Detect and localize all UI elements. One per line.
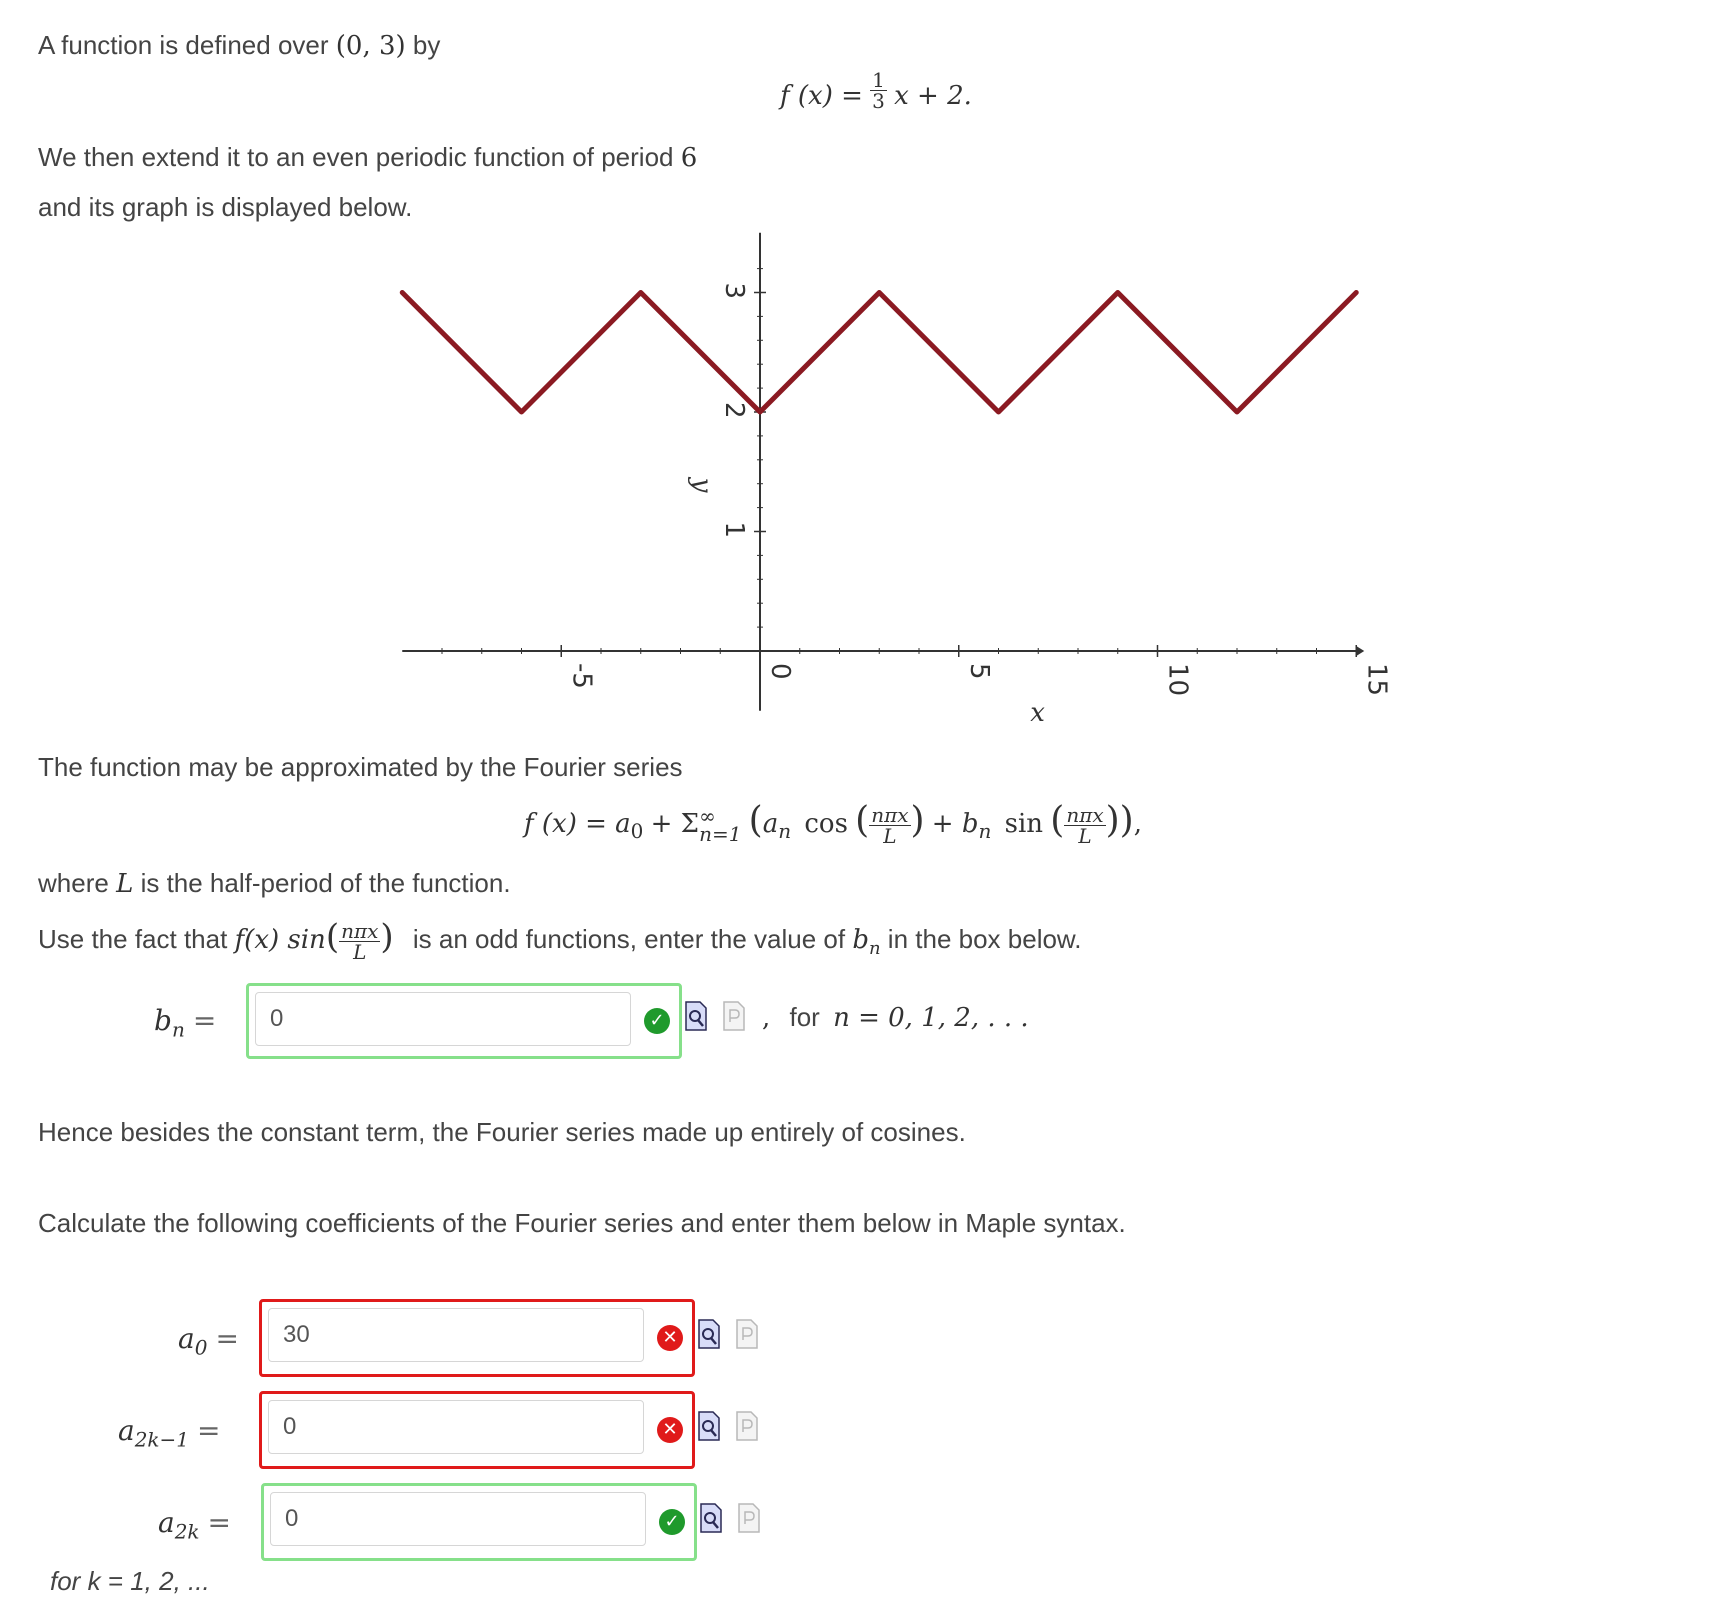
n-range: n = 0, 1, 2, . . . (833, 1003, 1029, 1033)
formula-den: 3 (870, 91, 887, 111)
preview-icon[interactable] (699, 1502, 723, 1534)
plot-icon[interactable] (735, 1318, 759, 1350)
use-post: is an odd functions, enter the value of (413, 924, 845, 954)
series-end: , (1134, 809, 1142, 839)
term-n: n (778, 819, 791, 843)
bn-range (762, 1002, 1029, 1033)
a0-label-sub: 0 (195, 1336, 208, 1360)
x-axis-arrow (1356, 646, 1364, 656)
graph-layer (402, 233, 1391, 728)
cos-fraction (869, 805, 910, 846)
a2k-1-label-letter: a (118, 1414, 135, 1447)
use-bn: b (852, 925, 869, 955)
sin-fraction (1064, 805, 1105, 846)
formula-num: 1 (870, 70, 887, 91)
calc-text: Calculate the following coefficients of the Fourier series and enter them below in Maple syntax. (38, 1208, 1126, 1239)
x-tick-label: 10 (1163, 663, 1193, 696)
a2k-1-answer-box (259, 1391, 695, 1469)
sin-frac-num: nπx (1064, 805, 1105, 826)
use-pre: Use the fact that (38, 924, 227, 954)
y-axis-label: y (687, 477, 717, 493)
cos-label: cos (804, 809, 848, 839)
plus-bn: + b (932, 809, 979, 839)
x-tick-label: 5 (964, 663, 994, 680)
a2k-1-label: $a_{2k-1}$ = (118, 1414, 221, 1452)
preview-icon[interactable] (697, 1410, 721, 1442)
graph-intro-line: and its graph is displayed below. (38, 192, 412, 223)
bn-comma: , (762, 1003, 770, 1033)
sum-sup: ∞ (699, 807, 741, 825)
a2k-label-letter: a (158, 1506, 175, 1539)
a0-answer-box (259, 1299, 695, 1377)
use-fx: f(x) sin (235, 925, 326, 955)
a0-label: $a_0$ = (178, 1322, 239, 1360)
a0-sub: 0 (631, 819, 644, 843)
bn-label: $b_n$ = (154, 1004, 216, 1042)
interval: (0, 3) (336, 31, 406, 61)
intro-text: A function is defined over (38, 30, 329, 60)
sin-frac-den: L (1064, 826, 1105, 846)
formula-lhs: f (x) = (780, 81, 863, 111)
check-icon: ✓ (659, 1509, 685, 1535)
x-tick-label: 0 (765, 663, 795, 680)
cos-frac-num: nπx (869, 805, 910, 826)
odd-function-line: Use the fact that f(x) sin( $\frac{\text{nπx}}{L}$ ) is an odd functions, enter the value of $b_n$ in the box below. (38, 912, 1082, 974)
bn-label-letter: b (154, 1004, 172, 1037)
use-fraction (339, 921, 380, 962)
bn-input[interactable] (255, 992, 631, 1046)
x-axis-label: x (1030, 698, 1045, 728)
series-lhs: f (x) = a (524, 809, 631, 839)
cross-icon: ✕ (657, 1325, 683, 1351)
plot-icon[interactable] (735, 1410, 759, 1442)
a2k-label: $a_{2k}$ = (158, 1506, 231, 1544)
a2k-input[interactable] (270, 1492, 646, 1546)
y-tick-label: 2 (719, 402, 749, 419)
use-frac-den: L (339, 942, 380, 962)
a0-label-letter: a (178, 1322, 195, 1355)
footer-text: for k = 1, 2, ... (50, 1566, 210, 1597)
function-definition (780, 80, 972, 111)
by-text: by (413, 30, 440, 60)
extension-text: We then extend it to an even periodic function of period (38, 142, 674, 172)
x-tick-label: 15 (1361, 663, 1391, 696)
sin-label: sin (1005, 809, 1043, 839)
sum-sub: n=1 (699, 825, 741, 843)
cross-icon: ✕ (657, 1417, 683, 1443)
series-intro: The function may be approximated by the Fourier series (38, 752, 683, 783)
where-pre: where (38, 868, 109, 898)
use-frac-num: nπx (339, 921, 380, 942)
a2k-label-sub: 2k (175, 1520, 200, 1544)
even-periodic-graph (380, 230, 1400, 730)
formula-rhs: x + 2. (894, 81, 972, 111)
where-L: L (116, 869, 133, 899)
formula-fraction (870, 70, 887, 111)
use-tail: in the box below. (888, 924, 1082, 954)
a0-input[interactable] (268, 1308, 644, 1362)
plot-icon[interactable] (722, 1000, 746, 1032)
bn-sub: n (979, 819, 992, 843)
bn-label-sub: n (172, 1018, 185, 1042)
x-tick-label: -5 (566, 663, 596, 689)
where-line (38, 868, 511, 899)
plot-icon[interactable] (737, 1502, 761, 1534)
bn-answer-box (246, 983, 682, 1059)
term-an: a (763, 809, 779, 839)
sum-limits (699, 807, 741, 843)
preview-icon[interactable] (684, 1000, 708, 1032)
a2k-1-label-sub: 2k−1 (135, 1428, 189, 1452)
intro-line1 (38, 30, 440, 61)
function-line (402, 293, 1356, 413)
period-value: 6 (681, 143, 698, 173)
cos-frac-den: L (869, 826, 910, 846)
a2k-answer-box (261, 1483, 697, 1561)
extension-line (38, 142, 697, 173)
y-tick-label: 1 (719, 522, 749, 539)
hence-text: Hence besides the constant term, the Fourier series made up entirely of cosines. (38, 1117, 966, 1148)
for-text: for (790, 1002, 820, 1032)
check-icon: ✓ (644, 1008, 670, 1034)
fourier-series-formula: f $(x) = a_0 + \Sigma$ ∞ n=1 ($a_n$ cos ( $\frac{\text{nπx}}{L}$ ) + $b_n$ sin ( $\frac{\text{nπx}}{L}$ )), (524, 800, 1142, 846)
y-tick-label: 3 (719, 283, 749, 300)
where-post: is the half-period of the function. (141, 868, 511, 898)
a2k-1-input[interactable] (268, 1400, 644, 1454)
preview-icon[interactable] (697, 1318, 721, 1350)
use-n: n (869, 938, 881, 959)
sum-sign: + Σ (651, 809, 699, 839)
